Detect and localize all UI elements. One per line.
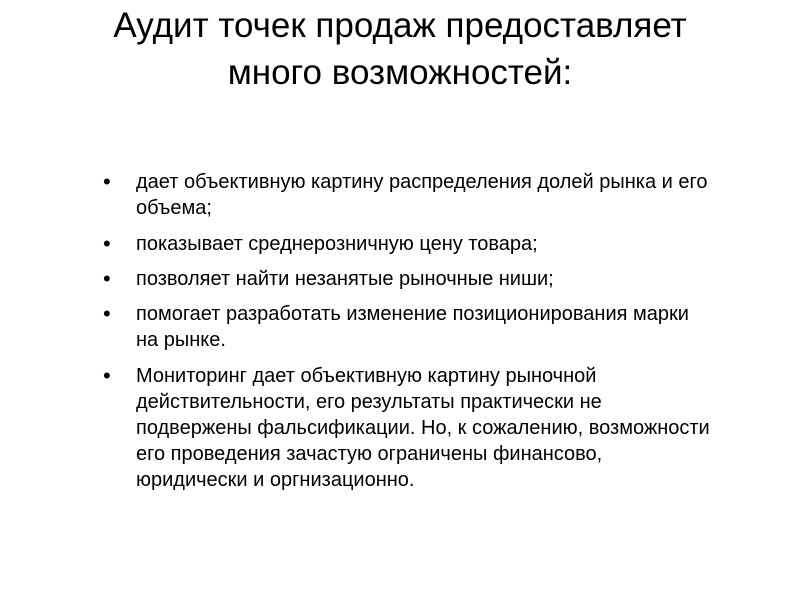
bullet-text: показывает среднерозничную цену товара; <box>136 233 538 255</box>
bullet-list <box>100 169 710 493</box>
bullet-text: дает объективную картину распределения долей рынка и его объема; <box>136 171 708 219</box>
bullet-dot-icon: • <box>103 301 111 326</box>
bullet-item <box>100 363 710 493</box>
bullet-text: позволяет найти незанятые рыночные ниши; <box>136 268 554 290</box>
bullet-dot-icon: • <box>103 363 111 388</box>
bullet-dot-icon: • <box>103 266 111 291</box>
bullet-item <box>100 169 710 221</box>
bullet-item <box>100 301 710 353</box>
bullet-item <box>100 266 710 292</box>
bullet-text: Мониторинг дает объективную картину рыночной действительности, его результаты практически не подвержены фальсификации. Но, к сожалению, возможности его проведения зачастую ограничены финансово, юридически и оргнизационно. <box>136 365 710 491</box>
bullet-dot-icon: • <box>103 231 111 256</box>
slide-title: Аудит точек продаж предоставляет много возможностей: <box>113 6 687 92</box>
bullet-dot-icon: • <box>103 169 111 194</box>
bullet-text: помогает разработать изменение позиционирования марки на рынке. <box>136 303 689 351</box>
bullet-item <box>100 231 710 257</box>
